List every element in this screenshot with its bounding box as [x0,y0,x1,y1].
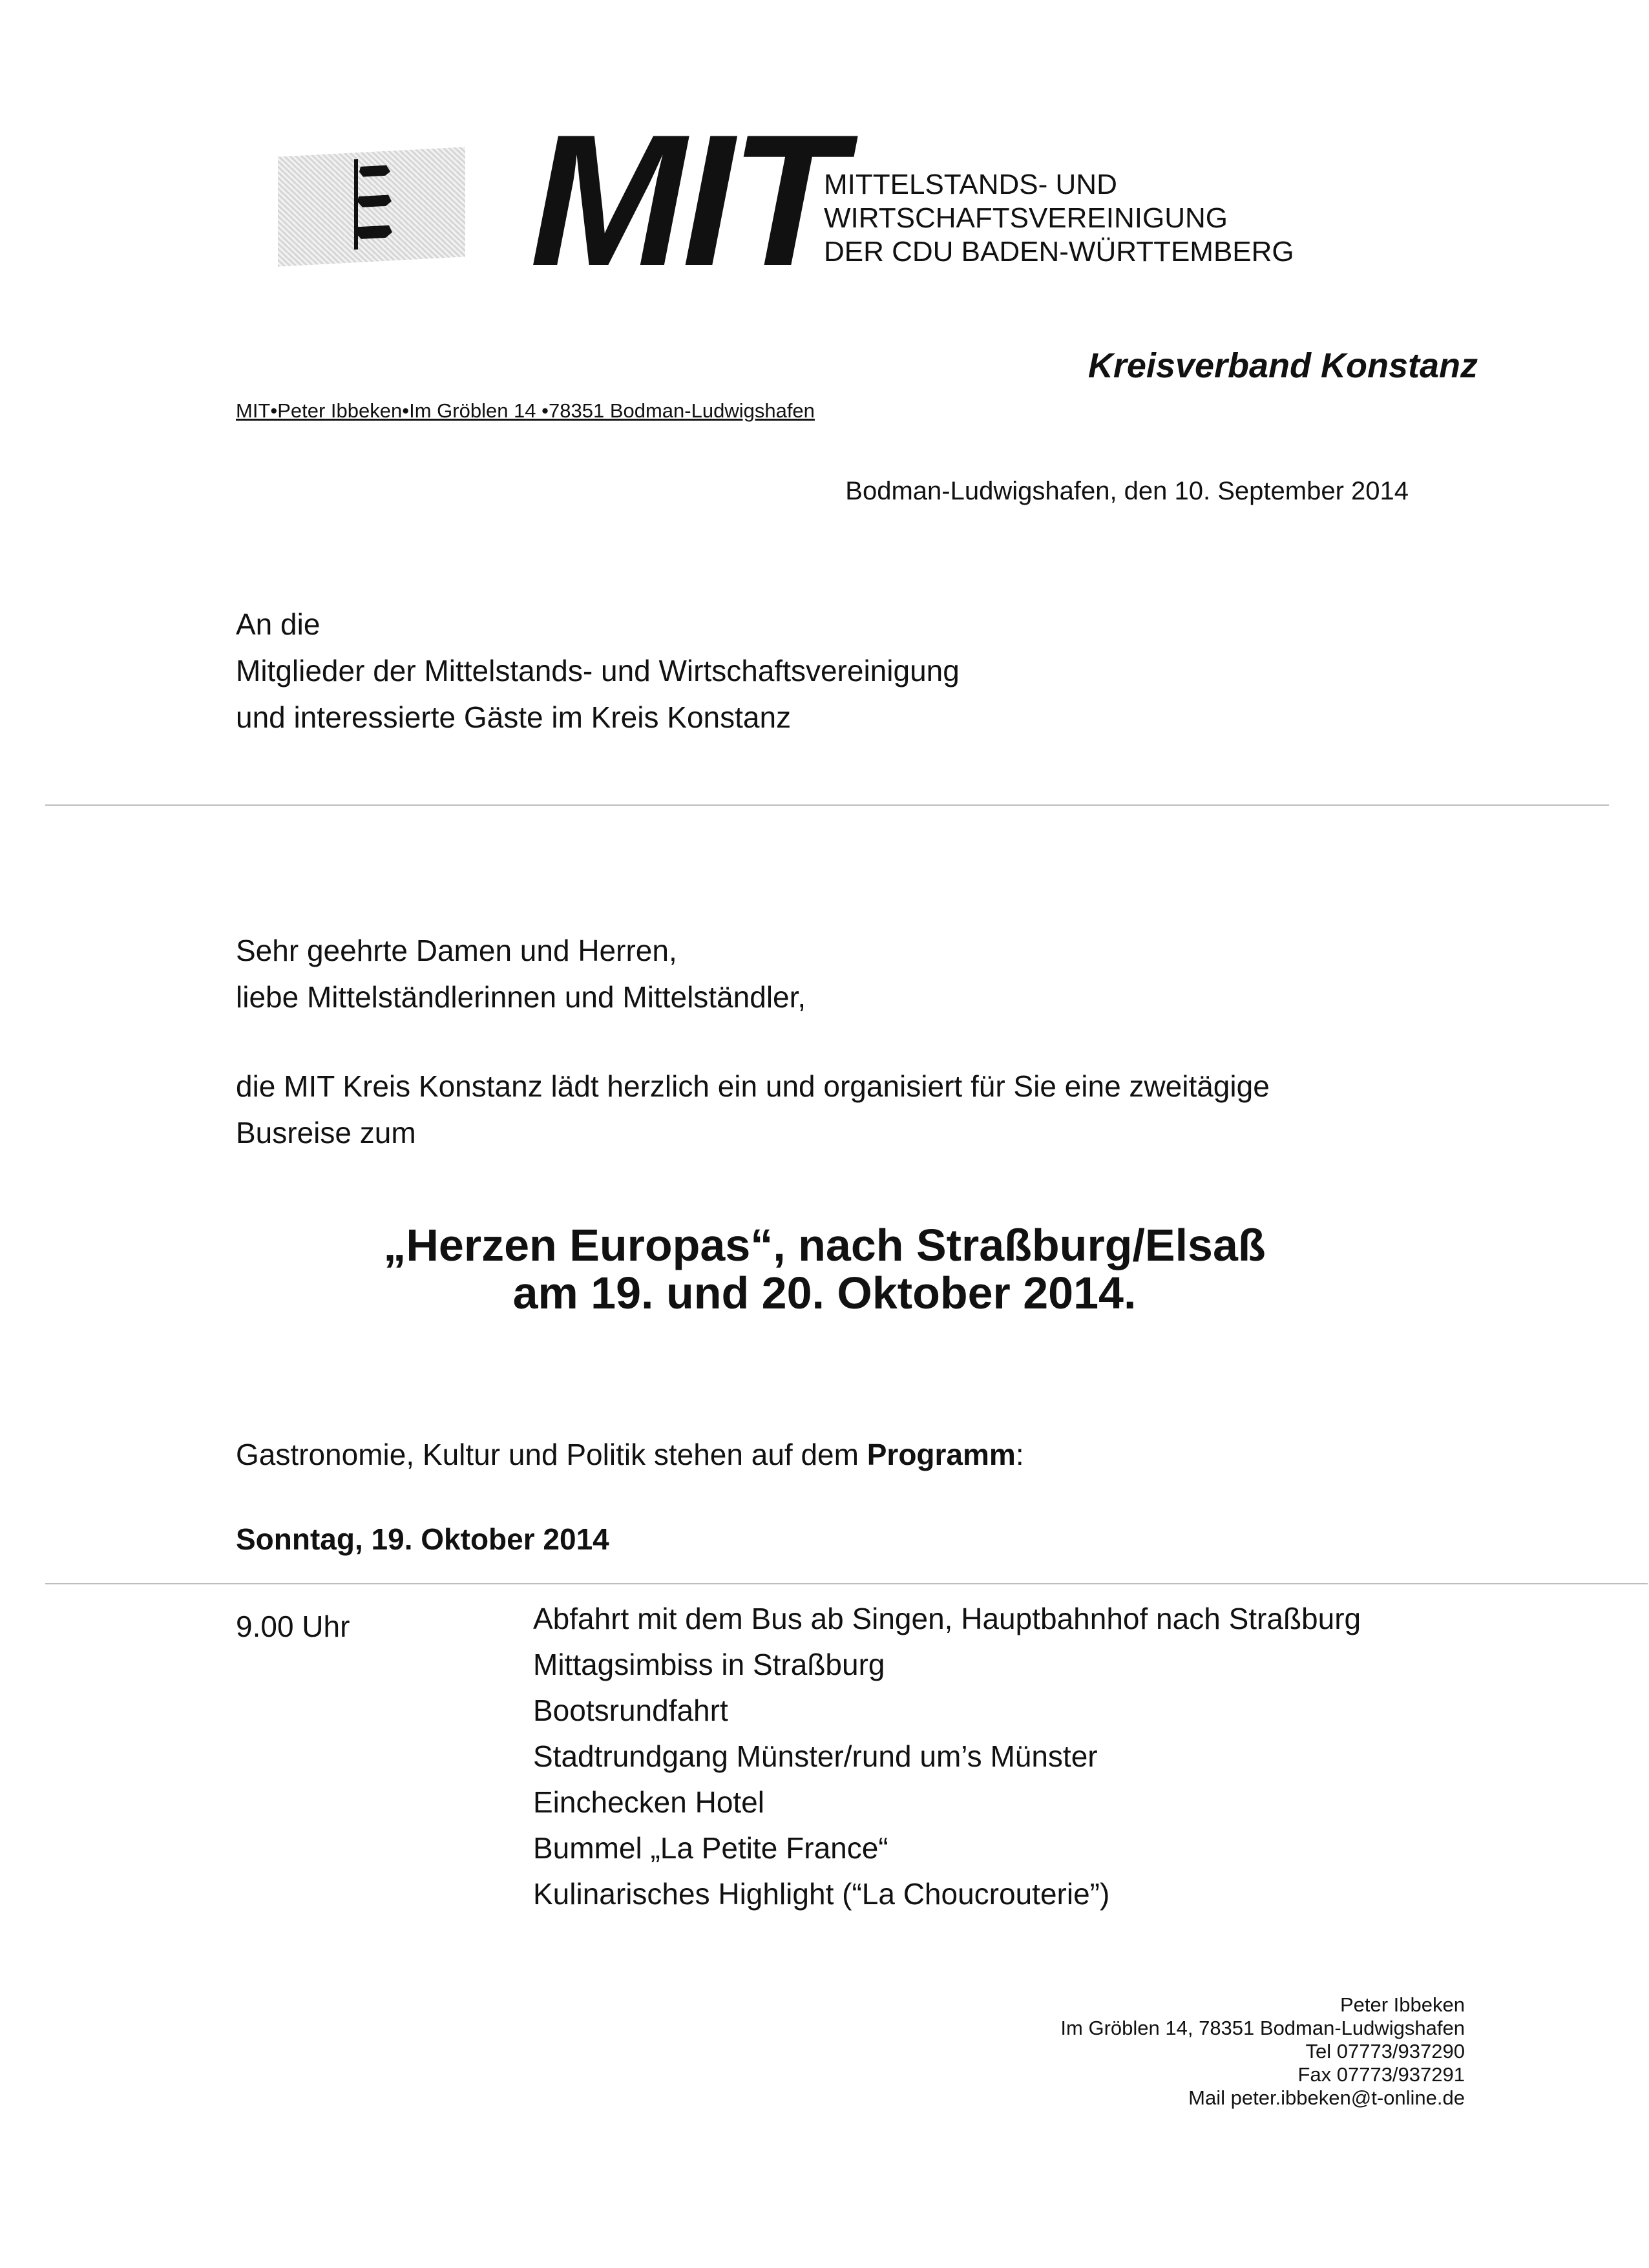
headline-line: „Herzen Europas“, nach Straßburg/Elsaß [383,1220,1266,1270]
organization-name [824,168,1294,269]
scan-fold-line [45,804,1609,806]
org-line: WIRTSCHAFTSVEREINIGUNG [824,202,1228,234]
date-line: Bodman-Ludwigshafen, den 10. September 2014 [845,477,1409,505]
recipient-line: An die [236,607,320,641]
program-intro-bold: Programm [867,1438,1016,1471]
program-intro-suffix: : [1015,1438,1024,1471]
greeting-block [236,927,806,1020]
branch-title: Kreisverband Konstanz [1087,346,1478,385]
headline-line: am 19. und 20. Oktober 2014. [512,1268,1137,1318]
schedule-item: Kulinarisches Highlight (“La Choucrouterie”) [533,1877,1110,1911]
mit-logo: MIT [530,96,841,305]
footer-fax: Fax 07773/937291 [1297,2063,1465,2086]
day-heading: Sonntag, 19. Oktober 2014 [236,1522,609,1556]
program-intro [236,1431,1024,1478]
coat-of-arms-flag [278,147,465,266]
schedule-item: Bootsrundfahrt [533,1694,728,1727]
intro-line: die MIT Kreis Konstanz lädt herzlich ein und organisiert für Sie eine zweitägige [236,1069,1270,1103]
footer-mail: Mail peter.ibbeken@t-online.de [1188,2086,1465,2109]
schedule-item: Bummel „La Petite France“ [533,1831,888,1865]
schedule-item: Stadtrundgang Münster/rund um’s Münster [533,1739,1098,1773]
departure-time: 9.00 Uhr [236,1610,350,1643]
recipient-line: Mitglieder der Mittelstands- und Wirtschaftsvereinigung [236,654,960,688]
schedule-item: Abfahrt mit dem Bus ab Singen, Hauptbahnhof nach Straßburg [533,1602,1361,1635]
schedule-item: Mittagsimbiss in Straßburg [533,1648,885,1681]
recipient-line: und interessierte Gäste im Kreis Konstanz [236,700,792,734]
org-line: DER CDU BADEN-WÜRTTEMBERG [824,236,1294,268]
greeting-line: Sehr geehrte Damen und Herren, [236,934,677,967]
event-headline [0,1221,1649,1317]
intro-paragraph [236,1063,1270,1156]
greeting-line: liebe Mittelständlerinnen und Mittelständler, [236,980,806,1014]
schedule-list [533,1596,1361,1917]
contact-footer [1060,1993,1465,2110]
intro-line: Busreise zum [236,1116,416,1150]
footer-name: Peter Ibbeken [1339,1993,1465,2016]
org-line: MITTELSTANDS- UND [824,169,1117,200]
footer-tel: Tel 07773/937290 [1305,2040,1465,2063]
scan-fold-line [45,1583,1648,1584]
program-intro-text: Gastronomie, Kultur und Politik stehen auf dem [236,1438,867,1471]
footer-address: Im Gröblen 14, 78351 Bodman-Ludwigshafen [1060,2017,1465,2039]
recipient-block [236,601,960,740]
lions-emblem-icon [278,147,465,266]
sender-address-line: MIT•Peter Ibbeken•Im Gröblen 14 •78351 Bodman-Ludwigshafen [236,399,815,422]
schedule-item: Einchecken Hotel [533,1785,764,1819]
